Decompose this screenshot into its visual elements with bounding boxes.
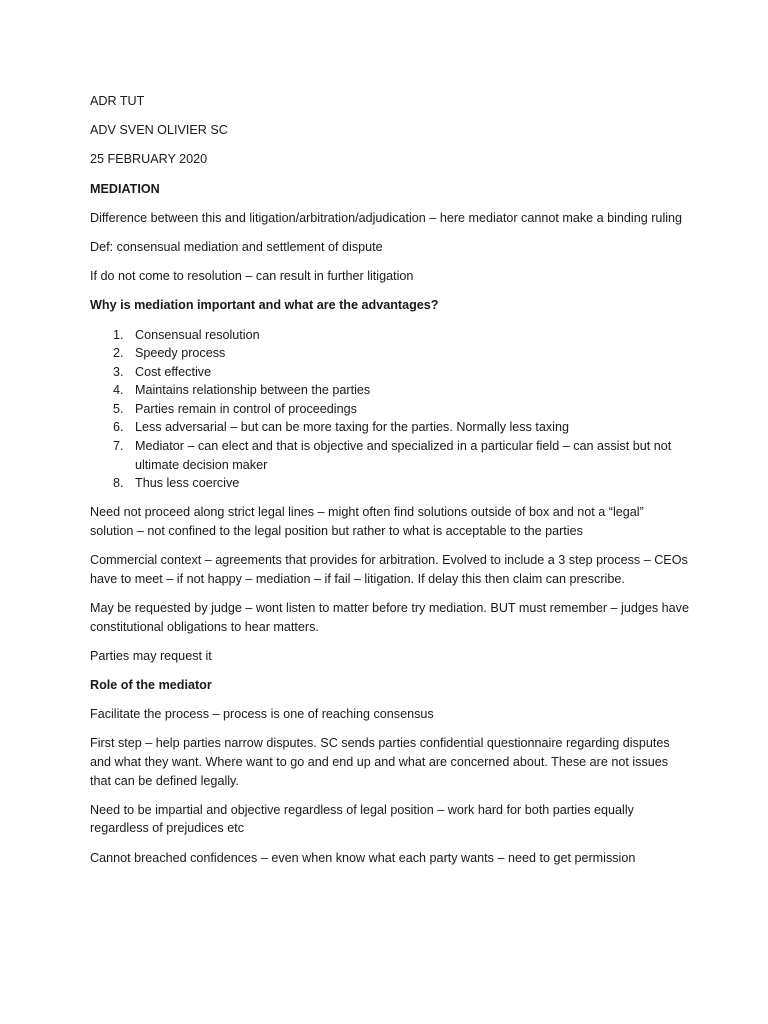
paragraph: Difference between this and litigation/arbitration/adjudication – here mediator cannot make a binding ruling xyxy=(90,210,683,225)
list-number: 3. xyxy=(113,364,124,379)
list-item xyxy=(90,474,690,493)
list-item xyxy=(90,344,690,363)
advantages-list xyxy=(90,326,690,493)
list-number: 7. xyxy=(113,439,124,454)
section-heading-role: Role of the mediator xyxy=(90,677,212,692)
paragraph: Need to be impartial and objective regardless of legal position – work hard for both parties equally regardless of prejudices etc xyxy=(90,802,634,836)
list-number: 8. xyxy=(113,476,124,491)
document-body xyxy=(90,92,690,878)
list-item xyxy=(90,363,690,382)
list-number: 4. xyxy=(113,383,124,398)
list-item-text: Thus less coercive xyxy=(135,476,240,491)
paragraph: Commercial context – agreements that provides for arbitration. Evolved to include a 3 step process – CEOs have to meet – if not happy – mediation – if fail – litigation. If delay this then claim can prescribe. xyxy=(90,553,688,586)
list-item xyxy=(90,418,690,437)
list-item-text: Speedy process xyxy=(135,346,226,361)
paragraph: Cannot breached confidences – even when know what each party wants – need to get permission xyxy=(90,850,636,865)
author-line: ADV SVEN OLIVIER SC xyxy=(90,123,228,138)
subheading-advantages: Why is mediation important and what are the advantages? xyxy=(90,298,439,313)
list-item xyxy=(90,381,690,400)
list-item xyxy=(90,326,690,345)
list-item-text: Mediator – can elect and that is objective and specialized in a particular field – can assist but not ultimate decision maker xyxy=(135,439,672,472)
list-item-text: Parties remain in control of proceedings xyxy=(135,401,357,416)
list-item xyxy=(90,437,690,474)
list-number: 5. xyxy=(113,401,124,416)
list-item-text: Less adversarial – but can be more taxing for the parties. Normally less taxing xyxy=(135,420,569,435)
date-line: 25 FEBRUARY 2020 xyxy=(90,152,208,167)
list-number: 1. xyxy=(113,327,124,342)
paragraph: First step – help parties narrow disputes. SC sends parties confidential questionnaire regarding disputes and what they want. Where want to go and end up and what are concerned about. These are not issues that can be defined legally. xyxy=(90,736,670,788)
paragraph: Def: consensual mediation and settlement of dispute xyxy=(90,239,383,254)
list-item-text: Consensual resolution xyxy=(135,327,260,342)
paragraph: Facilitate the process – process is one of reaching consensus xyxy=(90,707,434,722)
paragraph: Need not proceed along strict legal lines – might often find solutions outside of box and not a “legal” solution – not confined to the legal position but rather to what is acceptable to the parties xyxy=(90,505,644,539)
list-item-text: Maintains relationship between the parties xyxy=(135,383,371,398)
section-heading-mediation: MEDIATION xyxy=(90,181,160,196)
paragraph: Parties may request it xyxy=(90,648,212,663)
paragraph: If do not come to resolution – can result in further litigation xyxy=(90,269,414,284)
list-item xyxy=(90,400,690,419)
document-title: ADR TUT xyxy=(90,94,145,108)
list-number: 6. xyxy=(113,420,124,435)
list-number: 2. xyxy=(113,346,124,361)
paragraph: May be requested by judge – wont listen to matter before try mediation. BUT must remember – judges have constitutional obligations to hear matters. xyxy=(90,601,689,634)
list-item-text: Cost effective xyxy=(135,364,212,379)
